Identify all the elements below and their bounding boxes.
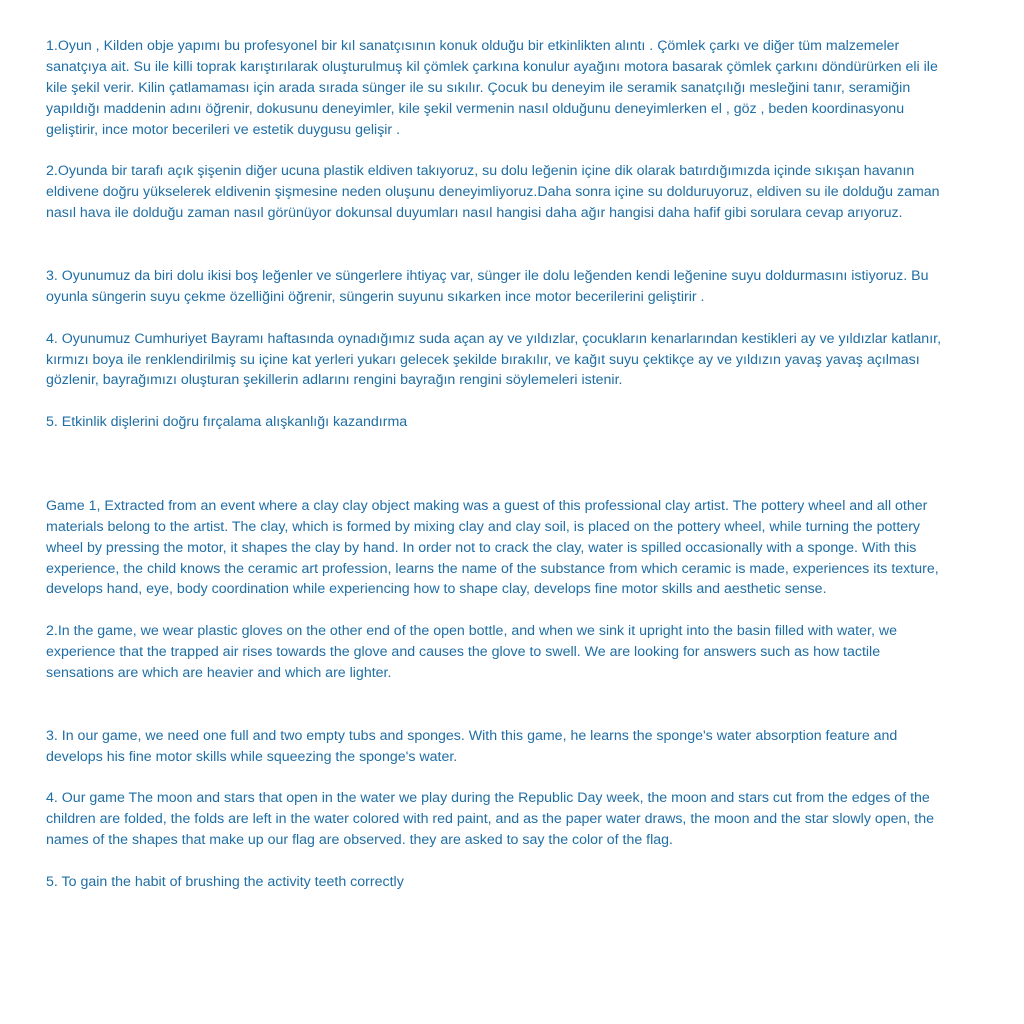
turkish-paragraph-2: 2.Oyunda bir tarafı açık şişenin diğer ucuna plastik eldiven takıyoruz, su dolu leğenin içine dik olarak batırdığımızda içinde sıkışan havanın eldivene doğru yükselerek eldivenin şişmesine neden oluşunu deneyimliyoruz.Daha sonra içine su dolduruyoruz, eldiven su ile dolduğu zaman nasıl hava ile dolduğu zaman nasıl görünüyor dokunsal duyumları nasıl hangisi daha ağır hangisi daha hafif gibi sorulara cevap arıyoruz. bbox=[46, 163, 940, 222]
english-paragraph-1: Game 1, Extracted from an event where a clay clay object making was a guest of this professional clay artist. The pottery wheel and all other materials belong to the artist. The clay, which is formed by mixing clay and clay soil, is placed on the pottery wheel, while turning the pottery wheel by pressing the motor, it shapes the clay by hand. In order not to crack the clay, water is spilled occasionally with a sponge. With this experience, the child knows the ceramic art profession, learns the name of the substance from which ceramic is made, experiences its texture, develops hand, eye, body coordination while experiencing how to shape clay, develops fine motor skills and aesthetic sense. bbox=[46, 497, 939, 598]
english-paragraph-4: 4. Our game The moon and stars that open in the water we play during the Republic Day week, the moon and stars cut from the edges of the children are folded, the folds are left in the water colored with red paint, and as the paper water draws, the moon and the star slowly open, the names of the shapes that make up our flag are observed. they are asked to say the color of the flag. bbox=[46, 790, 935, 849]
turkish-paragraph-3: 3. Oyunumuz da biri dolu ikisi boş leğenler ve süngerlere ihtiyaç var, sünger ile dolu leğenden kendi leğenine suyu doldurmasını istiyoruz. Bu oyunla süngerin suyu çekme özelliğini öğrenir, süngerin suyunu sıkarken ince motor becerilerini geliştirir . bbox=[46, 267, 929, 305]
english-paragraph-2: 2.In the game, we wear plastic gloves on the other end of the open bottle, and when we sink it upright into the basin filled with water, we experience that the trapped air rises towards the glove and causes the glove to swell. We are looking for answers such as how tactile sensations are which are heavier and which are lighter. bbox=[46, 623, 897, 682]
english-paragraph-5: 5. To gain the habit of brushing the activity teeth correctly bbox=[46, 874, 404, 891]
document-body bbox=[46, 36, 946, 893]
english-paragraph-3: 3. In our game, we need one full and two empty tubs and sponges. With this game, he learns the sponge's water absorption feature and develops his fine motor skills while squeezing the sponge's water. bbox=[46, 727, 898, 765]
turkish-paragraph-5: 5. Etkinlik dişlerini doğru fırçalama alışkanlığı kazandırma bbox=[46, 414, 408, 431]
turkish-paragraph-4: 4. Oyunumuz Cumhuriyet Bayramı haftasında oynadığımız suda açan ay ve yıldızlar, çocukların kenarlarından kestikleri ay ve yıldızlar katlanır, kırmızı boya ile renklendirilmiş su içine kat yerleri yukarı gelecek şekilde bırakılır, ve kağıt suyu çektikçe ay ve yıldızın yavaş yavaş açılması gözlenir, bayrağımızı oluşturan şekillerin adlarını rengini bayrağın rengini söylemeleri istenir. bbox=[46, 330, 942, 389]
turkish-paragraph-1: 1.Oyun , Kilden obje yapımı bu profesyonel bir kıl sanatçısının konuk olduğu bir etkinlikten alıntı . Çömlek çarkı ve diğer tüm malzemeler sanatçıya ait. Su ile killi toprak karıştırılarak oluşturulmuş kil çömlek çarkına konulur ayağını motora basarak çömlek çarkını döndürürken eli ile kile şekil verir. Kilin çatlamaması için arada sırada sünger ile su sıkılır. Çocuk bu deneyim ile seramik sanatçılığı mesleğini tanır, seramiğin yapıldığı maddenin adını öğrenir, dokusunu deneyimler, kile şekil vermenin nasıl olduğunu deneyimlerken el , göz , beden koordinasyonu geliştirir, ince motor becerileri ve estetik duygusu gelişir . bbox=[46, 38, 938, 138]
